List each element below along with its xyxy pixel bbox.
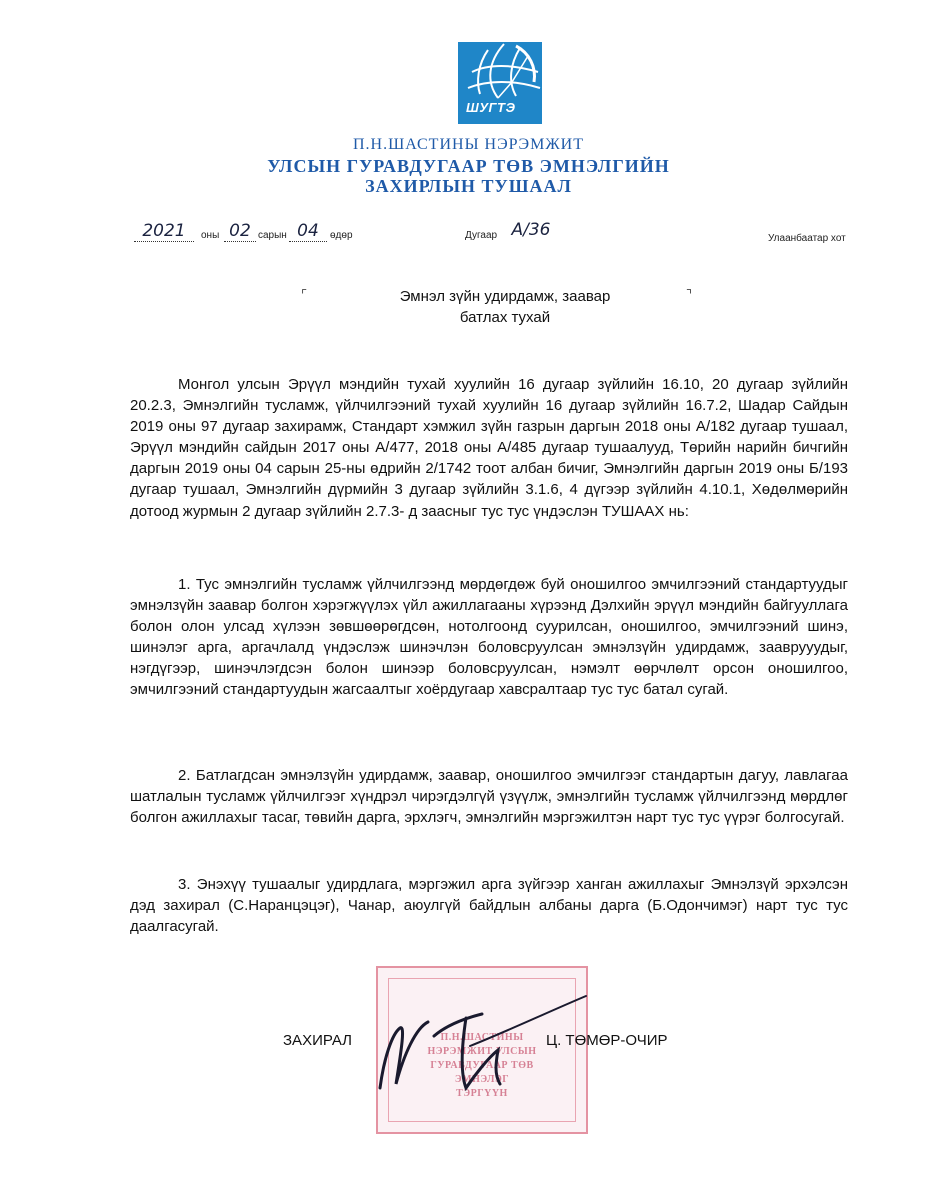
signatory-name: Ц. ТӨМӨР-ОЧИР (546, 1032, 668, 1049)
signatory-role: ЗАХИРАЛ (283, 1032, 353, 1049)
header-line-3: ЗАХИРЛЫН ТУШААЛ (365, 176, 572, 196)
date-month: 02 (224, 221, 256, 242)
number-label: Дугаар (465, 230, 498, 241)
stamp-line: НЭРЭМЖИТ УЛСЫН (427, 1046, 537, 1057)
item-2-text: 2. Батлагдсан эмнэлзүйн удирдамж, заавар, оношилгоо эмчилгээг стандартын дагуу, лавлагаа шатлалын тусламж үйлчилгээг хүндрэл чирэгдэлгүй үзүүлж, эмнэлгийн тусламж үйлчилгээнд мөрдлөг болгон ажиллахыг тасаг, төвийн дарга, эрхлэгч, эмнэлгийн мэргэжилтэн нарт тус тус үүрэг болгосугай. (130, 767, 848, 827)
date-year-label: оны (201, 230, 220, 241)
item-1-paragraph (130, 574, 848, 701)
item-1-text: 1. Тус эмнэлгийн тусламж үйлчилгээнд мөрдөгдөж буй оношилгоо эмчилгээний стандартуудыг эмнэлзүйн заавар болгон хэрэгжүүлэх үйл ажиллагааны хүрээнд Дэлхийн эрүүл мэндийн байгууллага болон олон улсад хүлээн зөвшөөрөгдсөн, нотолгоонд суурилсан, оношилгоо, эмчилгээний шинэ, шинэлэг арга, аргачлалд үндэслэж шинэчлэн боловсруулсан эмнэлзүйн удирдамж, зааврууудыг, нэгдүгээр, шинэчлэгдсэн болон шинээр боловсруулсан, нэмэлт өөрчлөлт орсон оношилгоо, эмчилгээний стандартуудын жагсаалтыг хоёрдугаар хавсралтаар тус тус батал сугай. (130, 576, 848, 699)
preamble-paragraph (130, 374, 848, 522)
item-2-paragraph (130, 765, 848, 828)
date-day: 04 (289, 221, 327, 242)
title-line-2: батлах тухай (459, 309, 551, 326)
title-line-1: Эмнэл зүйн удирдамж, заавар (399, 288, 611, 305)
date-day-label: өдөр (330, 230, 353, 241)
preamble-text: Монгол улсын Эрүүл мэндийн тухай хуулийн 16 дугаар зүйлийн 16.10, 20 дугаар зүйлийн 20.2.3, Эмнэлгийн тусламж, үйлчилгээний тухай хуулийн 16 дугаар зүйлийн 16.7.2, Шадар Сайдын 2019 оны 97 дугаар захирамж, Стандарт хэмжил зүйн газрын даргын 2018 оны А/182 дугаар тушаал, Эрүүл мэндийн сайдын 2017 оны А/477, 2018 оны А/485 дугаар тушаалууд, Төрийн нарийн бичгийн даргын 2019 оны 04 сарын 25-ны өдрийн 2/1742 тоот албан бичиг, Эмнэлгийн даргын 2019 оны Б/193 дугаар тушаал, Эмнэлгийн дүрмийн 3 дугаар зүйлийн 3.1.6, 4 дүгээр зүйлийн 4.10.1, Хөдөлмөрийн дотоод журмын 2 дугаар зүйлийн 2.7.3- д заасныг тус тус үндэслэн ТУШААХ нь: (130, 376, 848, 520)
stamp-line: П.Н.ШАСТИНЫ (440, 1032, 524, 1043)
hospital-logo (458, 42, 542, 124)
item-3-text: 3. Энэхүү тушаалыг удирдлага, мэргэжил арга зүйгээр ханган ажиллахыг Эмнэлзүй эрхэлсэн дэд захирал (С.Наранцэцэг), Чанар, аюулгүй байдлын албаны дарга (Б.Одончимэг) нарт тус тус даалгасугай. (130, 876, 848, 936)
date-year: 2021 (134, 221, 194, 242)
stamp-line: ГУРАВДУГААР ТӨВ (430, 1060, 534, 1071)
stamp-line: ЭМНЭЛЭГ (454, 1074, 510, 1085)
stamp-line: ТЭРГҮҮН (456, 1088, 508, 1099)
title-corner-left: ⌜ (301, 288, 308, 303)
date-month-label: сарын (258, 230, 287, 241)
header-line-2: УЛСЫН ГУРАВДУГААР ТӨВ ЭМНЭЛГИЙН (267, 156, 670, 176)
title-corner-right: ⌝ (686, 288, 693, 303)
item-3-paragraph (130, 874, 848, 937)
city: Улаанбаатар хот (768, 233, 846, 244)
header-line-1: П.Н.ШАСТИНЫ НЭРЭМЖИТ (353, 136, 584, 153)
logo-text: ШУГТЭ (466, 100, 516, 115)
document-number: А/36 (511, 220, 551, 240)
